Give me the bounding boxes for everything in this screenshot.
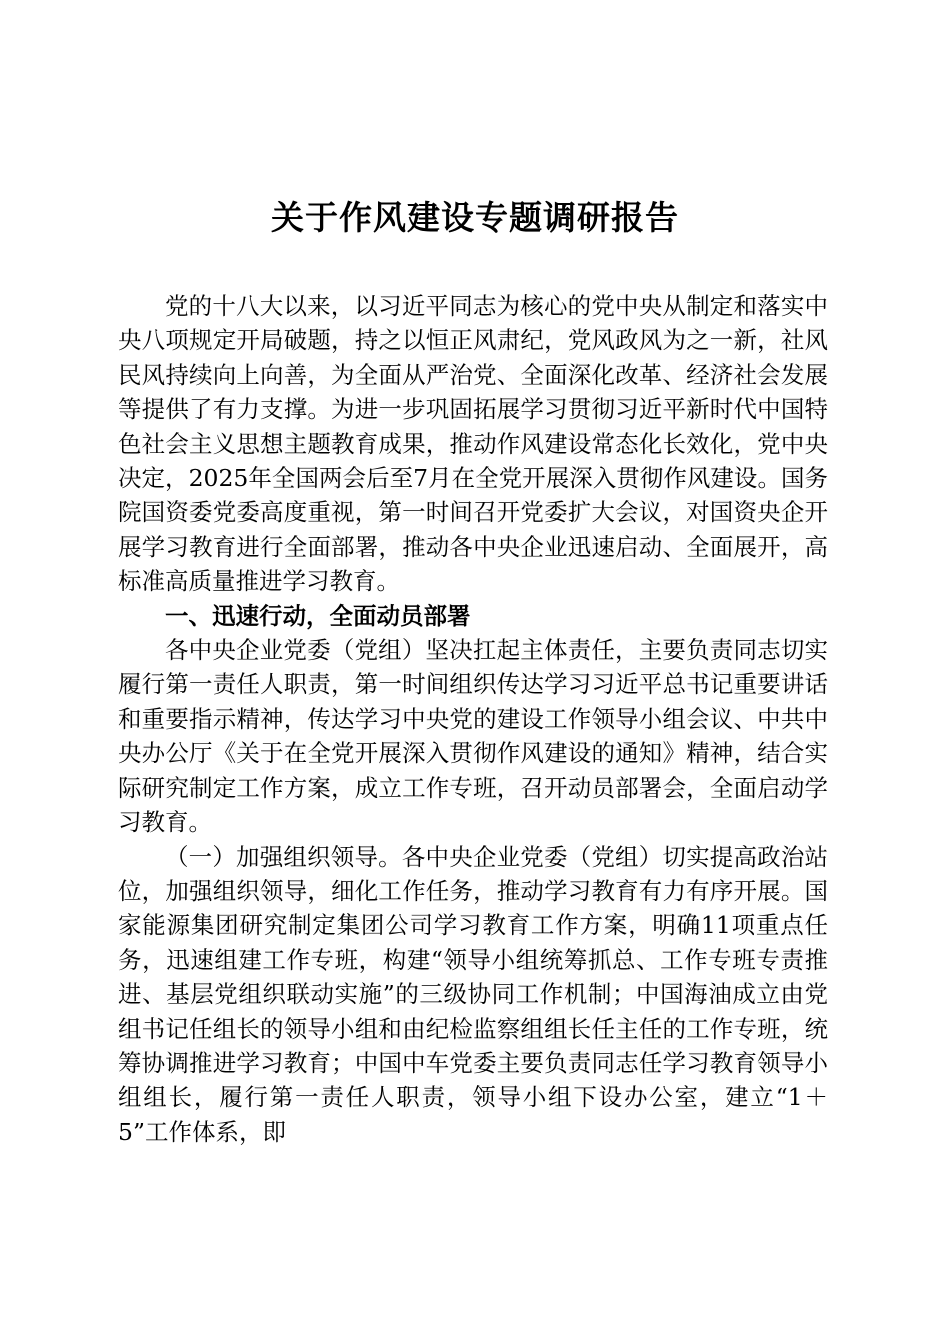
subsection-1-paragraph <box>118 840 828 1150</box>
subsection-1-lead: （一）加强组织领导。 <box>165 842 402 871</box>
subsection-1-text: 各中央企业党委（党组）切实提高政治站位，加强组织领导，细化工作任务，推动学习教育有力有序开展。国家能源集团研究制定集团公司学习教育工作方案，明确11项重点任务，迅速组建工作专班，构建“领导小组统筹抓总、工作专班专责推进、基层党组织联动实施”的三级协同工作机制；中国海油成立由党组书记任组长的领导小组和由纪检监察组组长任主任的工作专班，统筹协调推进学习教育；中国中车党委主要负责同志任学习教育领导小组组长，履行第一责任人职责，领导小组下设办公室，建立“1＋5”工作体系，即 <box>118 842 829 1146</box>
document-body <box>118 289 828 1149</box>
intro-paragraph: 党的十八大以来，以习近平同志为核心的党中央从制定和落实中央八项规定开局破题，持之以恒正风肃纪，党风政风为之一新，社风民风持续向上向善，为全面从严治党、全面深化改革、经济社会发展等提供了有力支撑。为进一步巩固拓展学习贯彻习近平新时代中国特色社会主义思想主题教育成果，推动作风建设常态化长效化，党中央决定，2025年全国两会后至7月在全党开展深入贯彻作风建设。国务院国资委党委高度重视，第一时间召开党委扩大会议，对国资央企开展学习教育进行全面部署，推动各中央企业迅速启动、全面展开，高标准高质量推进学习教育。 <box>118 292 828 596</box>
section-heading-1: 一、迅速行动，全面动员部署 <box>165 601 471 630</box>
section-1-paragraph: 各中央企业党委（党组）坚决扛起主体责任，主要负责同志切实履行第一责任人职责，第一时间组织传达学习习近平总书记重要讲话和重要指示精神，传达学习中央党的建设工作领导小组会议、中共中央办公厅《关于在全党开展深入贯彻作风建设的通知》精神，结合实际研究制定工作方案，成立工作专班，召开动员部署会，全面启动学习教育。 <box>118 636 828 837</box>
document-title: 关于作风建设专题调研报告 <box>271 198 679 237</box>
